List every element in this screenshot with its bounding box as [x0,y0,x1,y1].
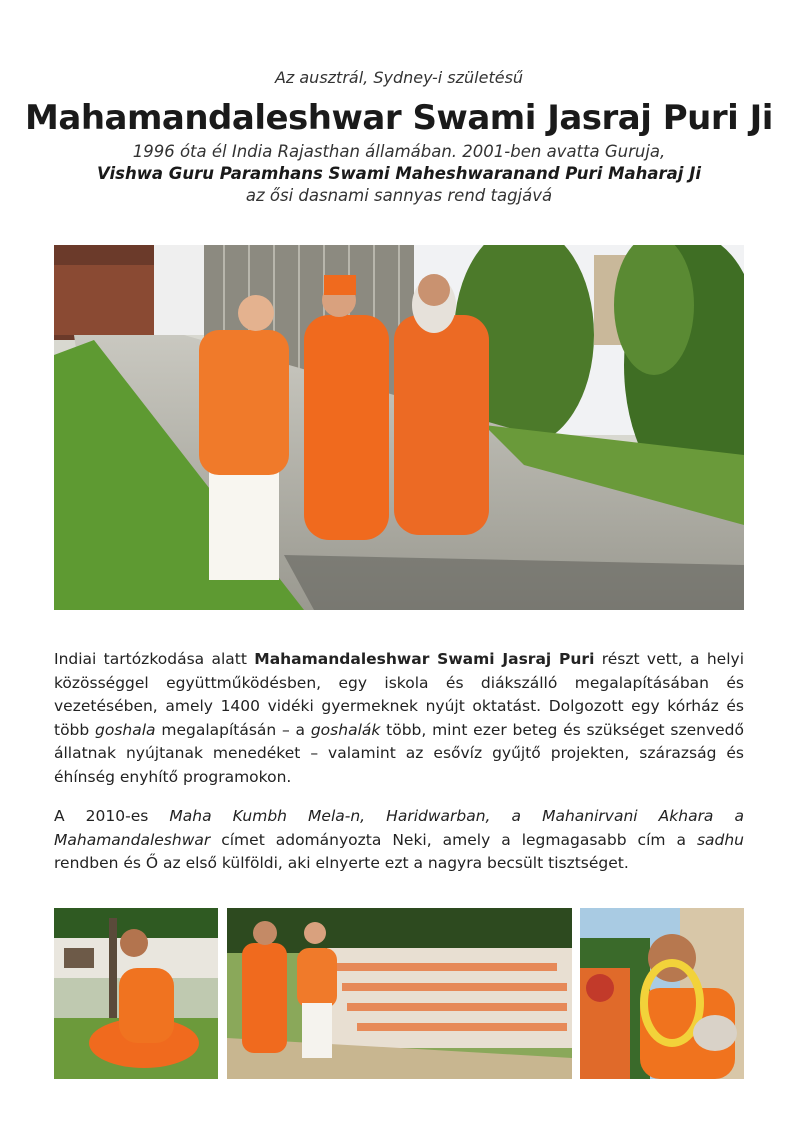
p2-italic-1: Maha Kumbh Mela-n, Haridwarban, a Mahanirvani Akhara a Mahamandaleshwar [54,807,744,849]
paragraph-2 [54,805,744,876]
photo-garlanded-swami [580,908,744,1079]
p2-text-2: címet adományozta Neki, amely a legmagasabb cím a [210,830,697,849]
p1-italic-2: goshalák [310,720,381,739]
p2-text-3: rendben és Ő az első külföldi, aki elnyerte ezt a nagyra becsült tisztséget. [54,854,629,872]
subtitle-line-3: az ősi dasnami sannyas rend tagjává [245,186,553,205]
photo-seated-swami [54,908,218,1079]
p1-text-1: Indiai tartózkodása alatt [54,650,255,668]
p1-text-4: több, mint ezer beteg és szükséget szenvedő állatnak nyújtanak menedéket – valamint az esővíz gyűjtő projekten, szárazság és éhínség enyhítő programokon. [54,720,744,786]
paragraph-1 [54,648,744,789]
main-photo [54,245,744,610]
p1-text-3: megalapításán – a [155,720,311,739]
photo-crowd [227,908,572,1079]
p2-italic-2: sadhu [696,830,744,849]
p1-italic-1: goshala [95,720,156,739]
p2-text-1: A 2010-es [54,807,170,825]
subtitle-line-1: 1996 óta él India Rajasthan államában. 2001-ben avatta Guruja, [132,142,666,161]
page-title: Mahamandaleshwar Swami Jasraj Puri Ji [25,98,773,138]
p1-text-2: részt vett, a helyi közösséggel együttműködésben, egy iskola és diákszálló megalapításában és vezetésében, amely 1400 vidéki gyermeknek nyújt oktatást. Dolgozott egy kórház és több [54,650,745,739]
subtitle-line-2: Vishwa Guru Paramhans Swami Maheshwaranand Puri Maharaj Ji [96,164,701,183]
subtitle [0,141,798,207]
intro-line: Az ausztrál, Sydney-i születésű [274,68,524,87]
p1-bold-name: Mahamandaleshwar Swami Jasraj Puri [254,650,595,668]
